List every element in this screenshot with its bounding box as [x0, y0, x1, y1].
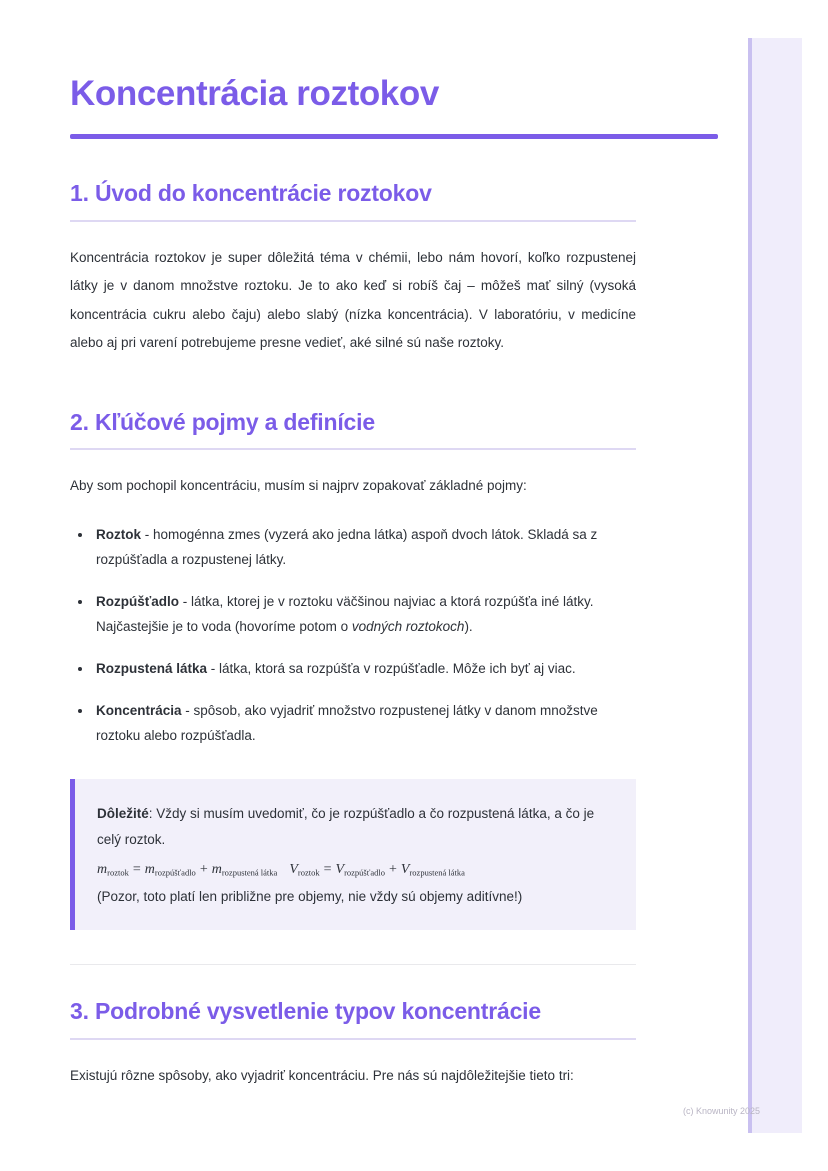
section-2-intro: Aby som pochopil koncentráciu, musím si najprv zopakovať základné pojmy:	[70, 478, 527, 494]
term-definition: - homogénna zmes (vyzerá ako jedna látka) aspoň dvoch látok. Skladá sa z rozpúšťadla a rozpustenej látky.	[96, 526, 598, 567]
formula-volume-solute-sub: rozpustená látka	[409, 867, 465, 878]
section-key-terms	[70, 408, 636, 930]
formula-volume-total-sub: roztok	[297, 867, 320, 878]
callout-note: (Pozor, toto platí len približne pre objemy, nie vždy sú objemy aditívne!)	[97, 889, 523, 905]
term-definition-tail: ).	[464, 618, 473, 634]
formula-mass-solvent-sub: rozpúšťadlo	[154, 867, 196, 878]
section-3-paragraph: Existujú rôzne spôsoby, ako vyjadriť koncentráciu. Pre nás sú najdôležitejšie tieto tri:	[70, 1067, 574, 1083]
section-heading-2: 2. Kľúčové pojmy a definície	[70, 408, 375, 435]
term-definition: - spôsob, ako vyjadriť množstvo rozpustenej látky v danom množstve roztoku alebo rozpúšťadla.	[96, 702, 598, 743]
section-heading-rule	[70, 448, 636, 450]
list-item	[70, 590, 636, 640]
formula-mass-symbol: m	[211, 862, 222, 878]
term-label: Roztok	[96, 526, 141, 542]
section-divider	[70, 964, 636, 965]
formula-volume-symbol: V	[335, 862, 345, 878]
formula-plus: +	[389, 862, 397, 878]
term-definition: - látka, ktorá sa rozpúšťa v rozpúšťadle. Môže ich byť aj viac.	[207, 660, 576, 676]
formula-mass-symbol: m	[144, 862, 155, 878]
formula-mass-solute-sub: rozpustená látka	[221, 867, 278, 878]
formula-equals: =	[323, 862, 332, 878]
document-content	[70, 0, 636, 1090]
list-item	[70, 699, 636, 749]
callout-paragraph	[97, 801, 610, 854]
formula-volume-symbol: V	[289, 862, 298, 878]
section-heading-1: 1. Úvod do koncentrácie roztokov	[70, 180, 432, 207]
term-definition: - látka, ktorej je v roztoku väčšinou najviac a ktorá rozpúšťa iné látky. Najčastejšie je to voda (hovoríme potom o	[96, 593, 594, 634]
callout-body: : Vždy si musím uvedomiť, čo je rozpúšťadlo a čo rozpustená látka, a čo je celý roztok.	[97, 805, 595, 847]
formula-volume-solvent-sub: rozpúšťadlo	[344, 867, 385, 878]
formula-plus: +	[199, 862, 208, 878]
term-emphasis: vodných roztokoch	[351, 618, 465, 634]
section-heading-3: 3. Podrobné vysvetlenie typov koncentrácie	[70, 997, 541, 1024]
section-introduction	[70, 179, 636, 357]
decorative-side-panel	[748, 38, 802, 1133]
formula-equals: =	[132, 862, 141, 878]
mass-volume-formula	[97, 862, 610, 878]
list-item	[70, 523, 636, 573]
callout-label: Dôležité	[97, 805, 149, 821]
title-underline-rule	[70, 134, 718, 139]
term-label: Rozpúšťadlo	[96, 593, 179, 609]
section-concentration-types	[70, 997, 636, 1090]
section-heading-rule	[70, 1038, 636, 1040]
definitions-list	[70, 523, 636, 749]
formula-mass-symbol: m	[97, 862, 108, 878]
term-label: Rozpustená látka	[96, 660, 208, 676]
section-1-paragraph: Koncentrácia roztokov je super dôležitá téma v chémii, lebo nám hovorí, koľko rozpustenej látky je v danom množstve roztoku. Je to ako keď si robíš čaj – môžeš mať silný (vysoká koncentrácia cukru alebo čaju) alebo slabý (nízka koncentrácia). V laboratóriu, v medicíne alebo aj pri varení potrebujeme presne vedieť, aké silné sú naše roztoky.	[70, 250, 636, 351]
formula-volume-symbol: V	[400, 862, 410, 878]
page-title: Koncentrácia roztokov	[70, 74, 439, 113]
formula-mass-total-sub: roztok	[107, 867, 129, 878]
term-label: Koncentrácia	[96, 702, 182, 718]
list-item	[70, 657, 636, 682]
important-callout-box	[70, 779, 636, 930]
footer-copyright: (c) Knowunity 2025	[683, 1106, 761, 1116]
section-heading-rule	[70, 220, 636, 222]
